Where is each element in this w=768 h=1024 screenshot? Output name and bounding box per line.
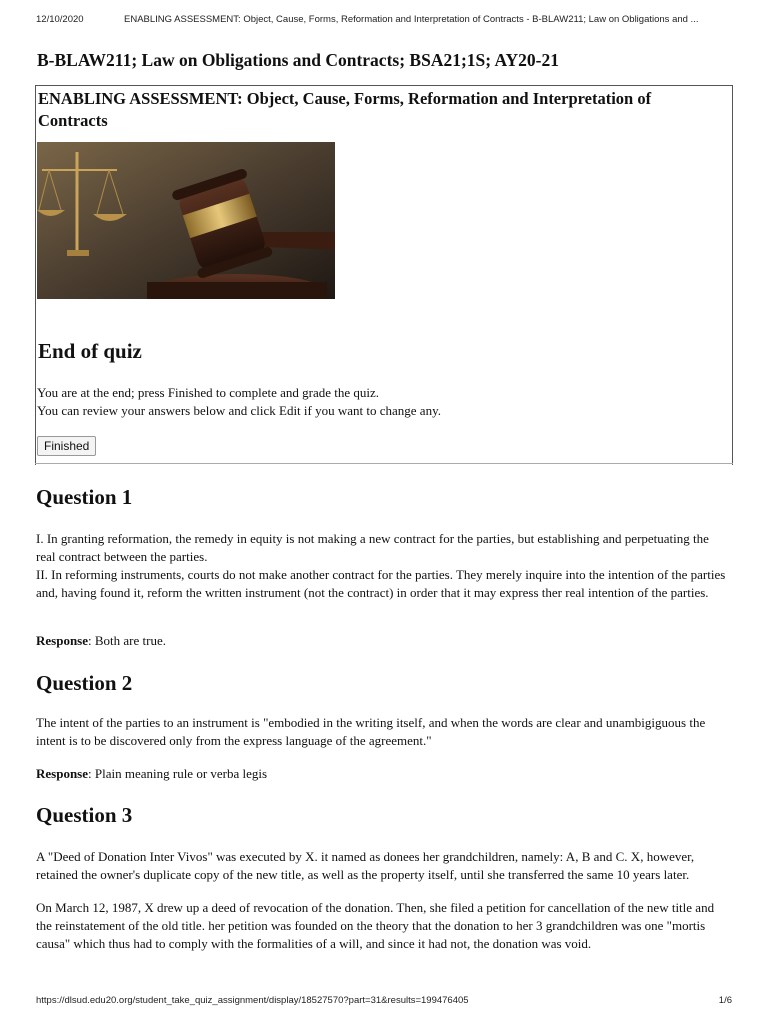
question-3-body <box>36 848 726 953</box>
question-2-response <box>36 766 267 782</box>
print-date: 12/10/2020 <box>36 14 84 25</box>
finished-button[interactable]: Finished <box>37 436 96 456</box>
print-url: https://dlsud.edu20.org/student_take_quiz_assignment/display/18527570?part=31&results=199476405 <box>36 995 469 1006</box>
question-3-title: Question 3 <box>36 803 133 827</box>
quiz-card <box>35 85 733 465</box>
question-2-statement: The intent of the parties to an instrument is "embodied in the writing itself, and when the words are clear and unambigiguous the intent is to be discovered only from the express language of the agreement." <box>36 715 706 748</box>
section-divider <box>35 463 733 464</box>
course-title: B-BLAW211; Law on Obligations and Contracts; BSA21;1S; AY20-21 <box>37 50 560 70</box>
print-footer <box>36 995 732 1009</box>
print-page-number: 1/6 <box>718 995 732 1006</box>
question-2-title: Question 2 <box>36 671 133 695</box>
question-1-answer: : Both are true. <box>88 633 166 648</box>
print-page-title: ENABLING ASSESSMENT: Object, Cause, Forms, Reformation and Interpretation of Contracts - B-BLAW211; Law on Obligations and ... <box>124 14 699 25</box>
end-of-quiz-instructions <box>37 384 441 420</box>
question-3-paragraph-2: On March 12, 1987, X drew up a deed of revocation of the donation. Then, she filed a petition for cancellation of the new title and the reinstatement of the old title. her petition was founded on the theory that the donation to her 3 grandchildren was one "mortis causa" which thus had to comply with the formalities of a will, and since it had not, the donation was void. <box>36 900 715 951</box>
end-instruction-line-2: You can review your answers below and click Edit if you want to change any. <box>37 403 441 418</box>
end-instruction-line-1: You are at the end; press Finished to complete and grade the quiz. <box>37 385 380 400</box>
quiz-title: ENABLING ASSESSMENT: Object, Cause, Forms, Reformation and Interpretation of Contracts <box>38 89 652 130</box>
question-3-paragraph-1: A "Deed of Donation Inter Vivos" was executed by X. it named as donees her grandchildren, namely: A, B and C. X, however, retained the owner's duplicate copy of the new title, as well as the property itself, until she transferred the same 10 years later. <box>36 849 695 882</box>
question-1-title: Question 1 <box>36 485 133 509</box>
question-2-body <box>36 714 726 750</box>
print-header <box>36 14 732 28</box>
gavel-and-scales-image <box>37 142 335 299</box>
response-label: Response <box>36 766 89 781</box>
question-1-body <box>36 530 726 602</box>
question-1-statement-2: II. In reforming instruments, courts do not make another contract for the parties. They merely inquire into the intention of the parties and, having found it, reform the written instrument (not the contract) in order that it may express ther real intention of the parties. <box>36 567 726 600</box>
question-1-response <box>36 633 166 649</box>
response-label: Response <box>36 633 89 648</box>
question-2-answer: : Plain meaning rule or verba legis <box>88 766 268 781</box>
end-of-quiz-heading: End of quiz <box>38 339 142 363</box>
question-1-statement-1: I. In granting reformation, the remedy in equity is not making a new contract for the parties, but establishing and perpetuating the real contract between the parties. <box>36 531 709 564</box>
